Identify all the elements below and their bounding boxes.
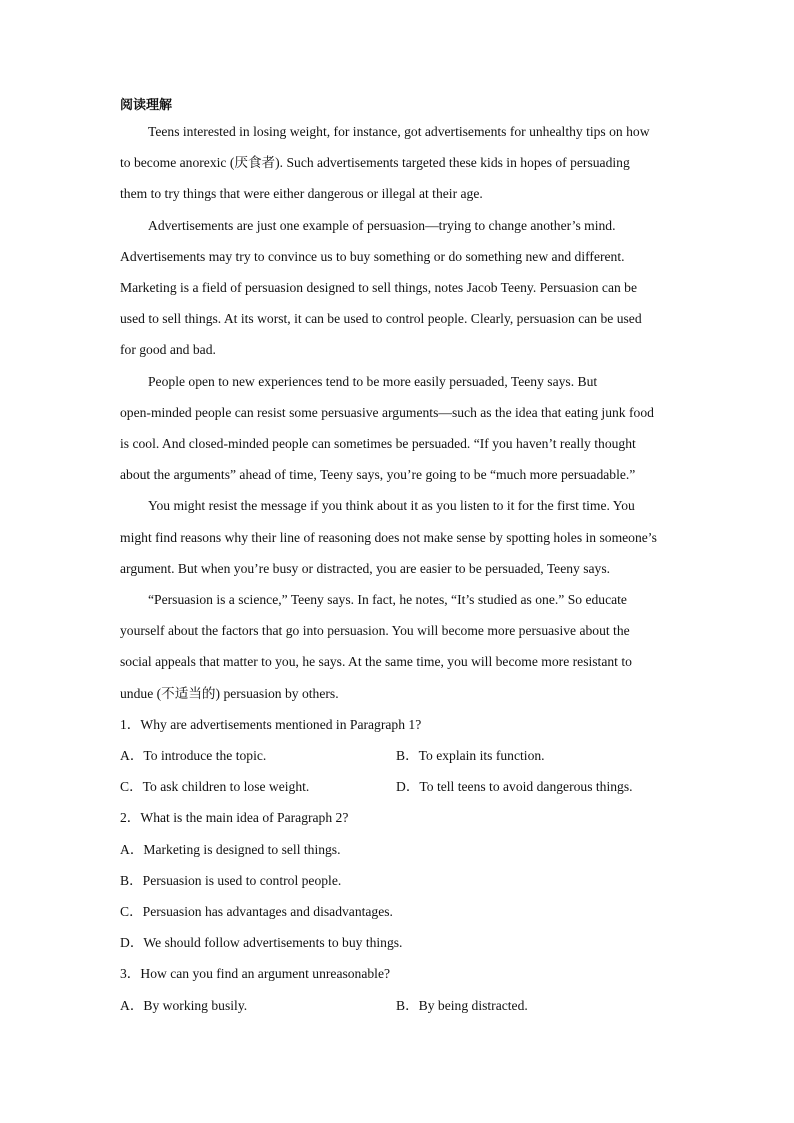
question-3-stem: 3．How can you find an argument unreasonable? xyxy=(120,966,391,982)
question-1-option-d: D．To tell teens to avoid dangerous things. xyxy=(396,779,633,795)
paragraph-line: undue (不适当的) persuasion by others. xyxy=(120,685,339,701)
paragraph-3 xyxy=(120,366,680,491)
paragraph-line: Marketing is a field of persuasion designed to sell things, notes Jacob Teeny. Persuasion can be xyxy=(120,280,638,296)
document-content xyxy=(120,96,680,1021)
question-2-option-a: A．Marketing is designed to sell things. xyxy=(120,841,341,857)
paragraph-line: open-minded people can resist some persuasive arguments—such as the idea that eating junk food xyxy=(120,404,654,420)
paragraph-line: Advertisements are just one example of persuasion—trying to change another’s mind. xyxy=(148,217,616,233)
paragraph-line: might find reasons why their line of reasoning does not make sense by spotting holes in someone’s xyxy=(120,529,657,545)
question-1-option-c: C．To ask children to lose weight. xyxy=(120,779,310,795)
paragraph-line: Teens interested in losing weight, for instance, got advertisements for unhealthy tips on how xyxy=(148,124,650,139)
paragraph-line: them to try things that were either dangerous or illegal at their age. xyxy=(120,186,483,202)
paragraph-line: for good and bad. xyxy=(120,342,216,358)
question-2-option-d: D．We should follow advertisements to buy things. xyxy=(120,935,403,951)
paragraph-5 xyxy=(120,584,680,709)
paragraph-line: argument. But when you’re busy or distracted, you are easier to be persuaded, Teeny says. xyxy=(120,560,611,576)
question-1-option-a: A．To introduce the topic. xyxy=(120,748,267,764)
paragraph-line: used to sell things. At its worst, it can be used to control people. Clearly, persuasion can be used xyxy=(120,311,642,327)
question-2-option-b: B．Persuasion is used to control people. xyxy=(120,872,342,888)
paragraph-line: “Persuasion is a science,” Teeny says. In fact, he notes, “It’s studied as one.” So educate xyxy=(148,592,627,608)
paragraph-line: Advertisements may try to convince us to buy something or do something new and different. xyxy=(120,248,625,264)
paragraph-line: People open to new experiences tend to be more easily persuaded, Teeny says. But xyxy=(148,373,598,389)
paragraph-line: You might resist the message if you think about it as you listen to it for the first time. You xyxy=(148,498,635,514)
question-1-option-b: B．To explain its function. xyxy=(396,748,545,764)
question-3-option-b: B．By being distracted. xyxy=(396,997,528,1013)
paragraph-1 xyxy=(120,116,680,210)
paragraph-4 xyxy=(120,490,680,584)
question-3-options-row-1 xyxy=(120,990,680,1021)
paragraph-line: yourself about the factors that go into persuasion. You will become more persuasive about the xyxy=(120,623,630,639)
paragraph-2 xyxy=(120,210,680,366)
question-3-option-a: A．By working busily. xyxy=(120,997,248,1013)
paragraph-line: social appeals that matter to you, he says. At the same time, you will become more resistant to xyxy=(120,654,632,670)
paragraph-line: about the arguments” ahead of time, Teeny says, you’re going to be “much more persuadable.” xyxy=(120,467,636,483)
question-2-option-c: C．Persuasion has advantages and disadvantages. xyxy=(120,904,393,920)
paragraph-line: is cool. And closed-minded people can sometimes be persuaded. “If you haven’t really thought xyxy=(120,436,636,452)
paragraph-line: to become anorexic (厌食者). Such advertisements targeted these kids in hopes of persuading xyxy=(120,155,630,171)
question-1-stem: 1．Why are advertisements mentioned in Paragraph 1? xyxy=(120,716,422,732)
section-title: 阅读理解 xyxy=(120,98,173,113)
question-1-options-row-2 xyxy=(120,771,680,802)
question-2-stem: 2．What is the main idea of Paragraph 2? xyxy=(120,810,349,826)
question-1-options-row-1 xyxy=(120,740,680,771)
